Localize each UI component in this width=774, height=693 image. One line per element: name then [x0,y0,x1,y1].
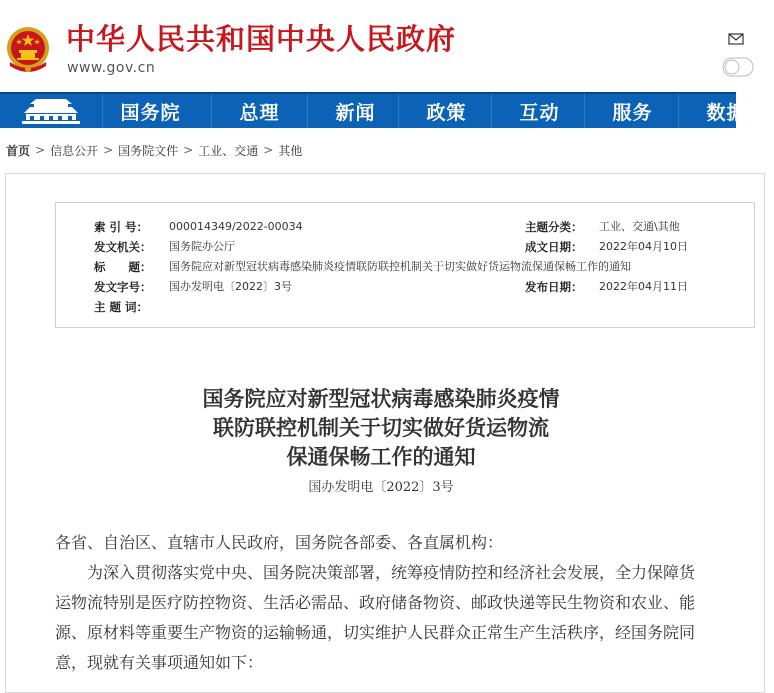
breadcrumb-separator: > [183,143,194,157]
body-line: 运物流特别是医疗防控物资、生活必需品、政府储备物资、邮政快递等民生物资和农业、能 [55,593,696,612]
site-url[interactable]: www.gov.cn [67,60,156,76]
body-line: 意，现就有关事项通知如下： [55,653,264,672]
document-title-line: 保通保畅工作的通知 [286,444,476,469]
title-value: 国务院应对新型冠状病毒感染肺炎疫情联防联控机制关于切实做好货运物流保通保畅工作的通知 [169,260,631,273]
main-nav [0,92,747,128]
breadcrumb-industry-transport[interactable]: 工业、交通 [198,143,259,158]
nav-home-button[interactable] [0,94,102,128]
site-header [0,0,736,92]
nav-item-policy[interactable]: 政策 [398,94,494,128]
topic-value: 工业、交通\其他 [599,220,680,233]
accessibility-toggle-icon[interactable] [722,57,746,77]
breadcrumb [6,141,302,159]
breadcrumb-other[interactable]: 其他 [278,143,303,158]
breadcrumb-info-disclosure[interactable]: 信息公开 [50,143,99,158]
breadcrumb-home[interactable]: 首页 [6,143,31,158]
breadcrumb-separator: > [263,143,274,157]
document-body [55,528,715,678]
body-line: 源、原材料等重要生产物资的运输畅通，切实维护人民群众正常生产生活秩序，经国务院同 [55,623,696,642]
index-value: 000014349/2022-00034 [169,220,303,233]
breadcrumb-separator: > [35,143,46,157]
document-title-line: 联防联控机制关于切实做好货运物流 [213,415,549,440]
info-row-index [56,217,756,237]
document-number: 国办发明电〔2022〕3号 [308,480,454,495]
published-date-label: 发布日期： [525,280,583,294]
keywords-label: 主 题 词： [94,300,149,314]
document-number-label: 发文字号： [94,280,152,294]
document-title [0,384,762,471]
nav-item-premier[interactable]: 总理 [211,94,307,128]
nav-item-services[interactable]: 服务 [584,94,680,128]
body-line: 为深入贯彻落实党中央、国务院决策部署，统筹疫情防控和经济社会发展，全力保障货 [87,563,696,582]
salutation: 各省、自治区、直辖市人民政府，国务院各部委、各直属机构： [55,533,504,552]
index-label: 索 引 号： [94,220,149,234]
nav-item-interaction[interactable]: 互动 [491,94,587,128]
title-label: 标 题： [94,260,152,274]
document-info-table [55,202,755,328]
nav-item-news[interactable]: 新闻 [307,94,403,128]
breadcrumb-separator: > [103,143,114,157]
breadcrumb-state-council-documents[interactable]: 国务院文件 [118,143,179,158]
document-title-line: 国务院应对新型冠状病毒感染肺炎疫情 [202,386,560,411]
topic-label: 主题分类： [525,220,583,234]
info-row-issuer [56,237,756,257]
document-number-value: 国办发明电〔2022〕3号 [169,280,292,293]
tiananmen-icon [18,97,84,125]
national-emblem-icon[interactable] [4,24,52,76]
nav-item-state-council[interactable]: 国务院 [102,94,198,128]
info-row-title [56,257,756,277]
site-title[interactable]: 中华人民共和国中央人民政府 [66,22,457,56]
created-date-value: 2022年04月10日 [599,240,688,253]
created-date-label: 成文日期： [525,240,583,254]
info-row-docno [56,277,756,297]
mail-icon[interactable] [728,32,740,44]
issuer-label: 发文机关： [94,240,152,254]
issuer-value: 国务院办公厅 [169,240,235,253]
nav-item-data[interactable]: 数据 [678,94,774,128]
body-paragraph [55,558,715,678]
published-date-value: 2022年04月11日 [599,280,688,293]
info-row-keywords [56,297,756,317]
